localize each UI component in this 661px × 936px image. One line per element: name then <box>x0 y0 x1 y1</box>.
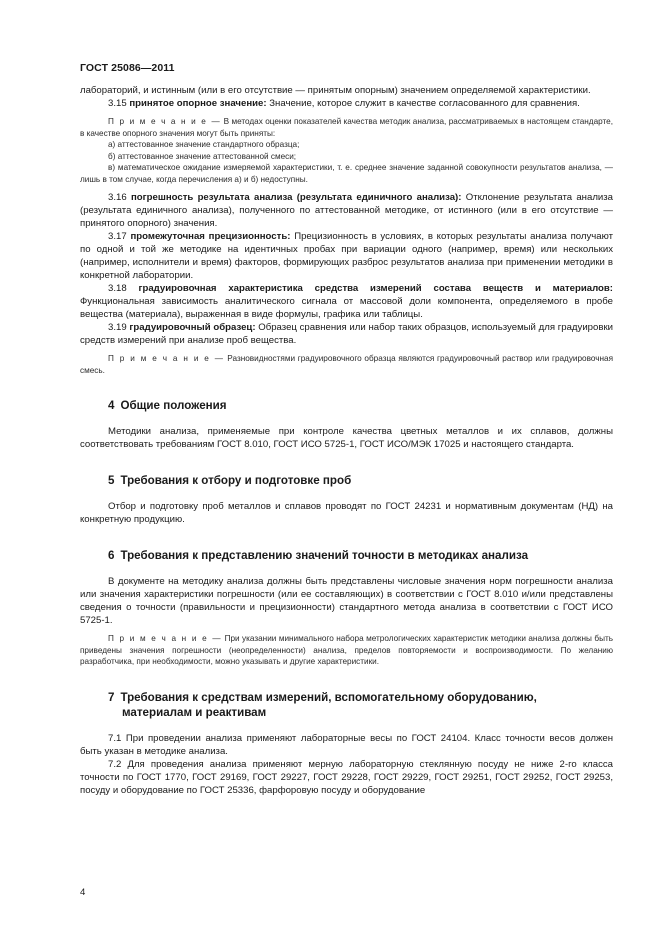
clause-term: градуировочная характеристика средства измерений состава веществ и материалов: <box>138 283 613 294</box>
note-3-19 <box>80 353 613 376</box>
clause-term: промежуточная прецизионность: <box>130 231 291 242</box>
section-5-text: Отбор и подготовку проб металлов и сплавов проводят по ГОСТ 24231 и нормативным документам (НД) на конкретную продукцию. <box>80 501 613 525</box>
document-header: ГОСТ 25086—2011 <box>80 62 175 74</box>
clause-number: 3.18 <box>108 283 127 294</box>
clause-number: 3.17 <box>108 231 127 242</box>
section-title: Требования к представлению значений точности в методиках анализа <box>120 549 529 562</box>
note-list-item: а) аттестованное значение стандартного образца; <box>108 140 300 149</box>
section-7-heading <box>108 690 613 720</box>
section-5-heading <box>108 473 613 488</box>
note-label: П р и м е ч а н и е — <box>108 354 225 363</box>
note-text: Разновидностями градуировочного образца являются градуировочный раствор или градуировочная смесь. <box>80 354 614 375</box>
note-list-item: б) аттестованное значение аттестованной смеси; <box>108 151 297 161</box>
section-title-line2: материалам и реактивам <box>122 705 267 719</box>
clause-text: Отклонение результата анализа (результата единичного анализа), полученного по аттестованной методике, от истинного (или в его отсутствие — принятого опорного) значения. <box>80 192 614 229</box>
clause-7-1: 7.1 При проведении анализа применяют лабораторные весы по ГОСТ 24104. Класс точности весов должен быть указан в методике анализа. <box>80 732 613 757</box>
section-title: Требования к отбору и подготовке проб <box>120 474 352 487</box>
section-title-line1: Требования к средствам измерений, вспомогательному оборудованию, <box>120 690 537 704</box>
clause-text: Функциональная зависимость аналитического сигнала от массовой доли компонента, определяемого в пробе вещества (материала), выраженная в виде формулы, графика или таблицы. <box>80 296 613 320</box>
clause-number: 3.15 <box>108 98 127 109</box>
clause-number: 3.19 <box>108 322 127 333</box>
page-number: 4 <box>80 887 86 898</box>
section-number: 5 <box>108 474 115 487</box>
note-text: При указании минимального набора метрологических характеристик методики анализа должны быть приведены значения погрешности (неопределенности) анализа, пределов повторяемости и воспроизводимости. По желанию разработчика, при необходимости, можно указывать и другие характеристики. <box>80 634 613 666</box>
clause-text: Прецизионность в условиях, в которых результаты анализа получают по одной и той же методике на идентичных пробах при вариации одного (например, время) или нескольких (например, исполнители и время) факторов, формирующих разброс результатов анализа при применении методики в конкретной лаборатории. <box>80 231 613 281</box>
clause-7-2: 7.2 Для проведения анализа применяют мерную лабораторную стеклянную посуду не ниже 2-го класса точности по ГОСТ 1770, ГОСТ 29169, ГОСТ 29227, ГОСТ 29228, ГОСТ 29229, ГОСТ 29251, ГОСТ 29252, ГОСТ 29253, посуду и оборудование по ГОСТ 25336, фарфоровую посуду и оборудование <box>80 758 613 796</box>
clause-number: 3.16 <box>108 192 127 203</box>
section-number: 6 <box>108 549 115 562</box>
section-number: 4 <box>108 399 115 412</box>
note-list-item: в) математическое ожидание измеряемой характеристики, т. е. среднее значение заданной совокупности результатов анализа, — лишь в том случае, когда перечисления а) и б) недоступны. <box>80 163 613 184</box>
clause-term: градуировочный образец: <box>129 322 256 333</box>
clause-3-17 <box>80 230 613 282</box>
clause-term: погрешность результата анализа (результата единичного анализа): <box>130 192 462 203</box>
clause-3-18 <box>80 282 613 321</box>
section-4-heading <box>108 398 613 413</box>
clause-3-19 <box>80 321 613 347</box>
clause-3-15 <box>80 97 613 110</box>
note-section-6 <box>80 633 613 668</box>
section-number: 7 <box>108 690 115 704</box>
clause-term: принятое опорное значение: <box>129 98 267 109</box>
section-title: Общие положения <box>120 399 227 412</box>
note-label: П р и м е ч а н и е — <box>108 117 222 126</box>
note-3-15 <box>80 116 613 139</box>
paragraph-continuation: лабораторий, и истинным (или в его отсутствие — принятым опорным) значением определяемой характеристики. <box>80 85 591 96</box>
section-6-text: В документе на методику анализа должны быть представлены числовые значения норм погрешности анализа или значения характеристики погрешности (или ее составляющих) в соответствии с ГОСТ 8.010 и/или представлены сведения о точности (правильности и прецизионности) стандартного метода анализа в соответствии с ГОСТ ИСО 5725-1. <box>80 576 613 626</box>
note-label: П р и м е ч а н и е — <box>108 634 223 643</box>
clause-3-16 <box>80 191 613 230</box>
clause-text: Значение, которое служит в качестве согласованного для сравнения. <box>269 98 580 109</box>
section-6-heading <box>108 548 613 563</box>
section-4-text: Методики анализа, применяемые при контроле качества цветных металлов и их сплавов, должны соответствовать требованиям ГОСТ 8.010, ГОСТ ИСО 5725-1, ГОСТ ИСО/МЭК 17025 и настоящего стандарта. <box>80 426 613 450</box>
clause-text: Образец сравнения или набор таких образцов, используемый для градуировки средств измерений при анализе проб вещества. <box>80 322 614 346</box>
note-text: В методах оценки показателей качества методик анализа, рассматриваемых в настоящем стандарте, в качестве опорного значения могут быть приняты: <box>80 117 613 138</box>
